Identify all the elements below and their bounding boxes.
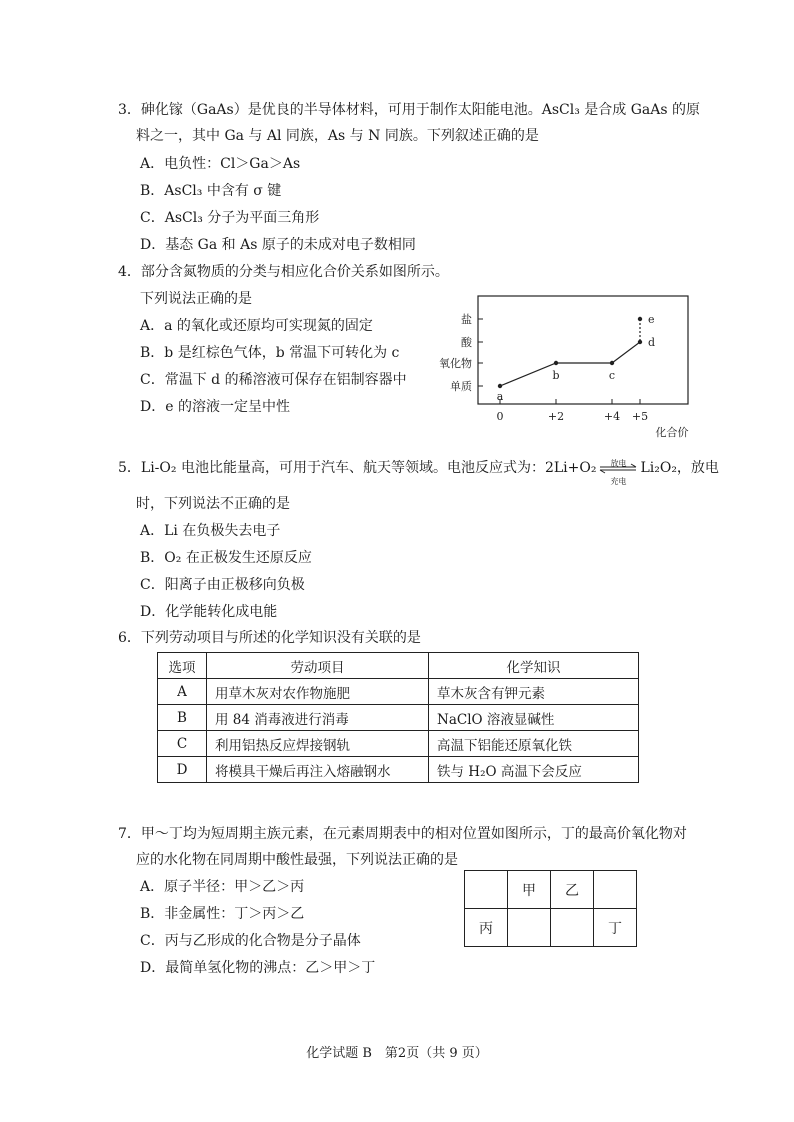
q5-stem-line2: 时，下列说法不正确的是 xyxy=(136,496,290,512)
page-footer: 化学试题 B 第2页（共 9 页） xyxy=(306,1046,488,1061)
q4-stem-line2: 下列说法正确的是 xyxy=(140,291,252,307)
grid-cell xyxy=(594,871,637,909)
nitrogen-valence-chart xyxy=(420,290,710,442)
point-label-d: d xyxy=(648,336,656,349)
header-chem-knowledge: 化学知识 xyxy=(429,653,639,679)
periodic-position-grid xyxy=(464,870,637,947)
y-tick-label: 单质 xyxy=(450,380,472,393)
table-row xyxy=(158,679,639,705)
x-tick-label: +2 xyxy=(547,410,565,423)
q3-option-b: B．AsCl₃ 中含有 σ 键 xyxy=(140,183,282,199)
table-row xyxy=(158,705,639,731)
q5-stem-pre: 5．Li-O₂ 电池比能量高，可用于汽车、航天等领域。电池反应式为：2Li+O₂ xyxy=(118,460,597,476)
grid-cell xyxy=(465,871,508,909)
grid-cell xyxy=(551,909,594,947)
grid-cell: 丁 xyxy=(594,909,637,947)
arrow-bottom-label: 充电 xyxy=(610,477,627,486)
q4-option-b: B．b 是红棕色气体，b 常温下可转化为 c xyxy=(140,345,400,361)
q7-stem-line2: 应的水化物在同周期中酸性最强，下列说法正确的是 xyxy=(136,852,458,868)
q3-option-c: C．AsCl₃ 分子为平面三角形 xyxy=(140,210,320,226)
table-cell: D xyxy=(158,757,207,783)
q5-stem-line1 xyxy=(118,458,719,486)
point-label-e: e xyxy=(648,313,655,326)
arrow-top-label: 放电 xyxy=(610,459,627,468)
grid-cell: 丙 xyxy=(465,909,508,947)
x-tick-label: +4 xyxy=(603,410,621,423)
point-label-c: c xyxy=(608,369,616,382)
table-cell: B xyxy=(158,705,207,731)
data-point-a xyxy=(498,384,502,388)
table-cell: C xyxy=(158,731,207,757)
chart-frame xyxy=(478,296,688,404)
q7-option-d: D．最简单氢化物的沸点：乙＞甲＞丁 xyxy=(140,960,376,976)
table-cell: 铁与 H₂O 高温下会反应 xyxy=(429,757,639,783)
q3-stem-line2: 料之一，其中 Ga 与 Al 同族，As 与 N 同族。下列叙述正确的是 xyxy=(136,128,539,144)
q5-option-b: B．O₂ 在正极发生还原反应 xyxy=(140,550,312,566)
q4-option-c: C．常温下 d 的稀溶液可保存在铝制容器中 xyxy=(140,372,407,388)
q4-option-d: D．e 的溶液一定呈中性 xyxy=(140,399,290,415)
q7-stem-line1: 7．甲～丁均为短周期主族元素，在元素周期表中的相对位置如图所示，丁的最高价氧化物对 xyxy=(118,826,687,842)
table-cell: 用 84 消毒液进行消毒 xyxy=(207,705,429,731)
q3-option-d: D．基态 Ga 和 As 原子的未成对电子数相同 xyxy=(140,237,416,253)
reaction-arrow xyxy=(596,458,640,486)
q7-option-a: A．原子半径：甲＞乙＞丙 xyxy=(140,879,305,895)
q5-stem-post: Li₂O₂，放电 xyxy=(640,460,719,476)
labor-knowledge-table xyxy=(157,652,639,783)
data-point-d xyxy=(638,340,642,344)
table-cell: 将模具干燥后再注入熔融钢水 xyxy=(207,757,429,783)
q7-option-b: B．非金属性：丁＞丙＞乙 xyxy=(140,906,305,922)
data-point-b xyxy=(554,361,558,365)
grid-row xyxy=(465,871,637,909)
q5-option-a: A．Li 在负极失去电子 xyxy=(140,523,281,539)
q3-stem-line1: 3．砷化镓（GaAs）是优良的半导体材料，可用于制作太阳能电池。AsCl₃ 是合成 GaAs 的原 xyxy=(118,102,701,118)
table-header-row xyxy=(158,653,639,679)
data-point-e xyxy=(638,317,642,321)
y-tick-label: 盐 xyxy=(461,313,472,326)
y-tick-label: 酸 xyxy=(461,336,472,349)
grid-cell xyxy=(508,909,551,947)
q5-option-c: C．阳离子由正极移向负极 xyxy=(140,577,305,593)
table-row xyxy=(158,731,639,757)
grid-cell: 乙 xyxy=(551,871,594,909)
data-point-c xyxy=(610,361,614,365)
x-tick-label: 0 xyxy=(496,410,504,423)
q4-stem-line1: 4．部分含氮物质的分类与相应化合价关系如图所示。 xyxy=(118,264,449,280)
y-tick-label: 氧化物 xyxy=(439,357,472,370)
q4-option-a: A．a 的氧化或还原均可实现氮的固定 xyxy=(140,318,373,334)
header-option: 选项 xyxy=(158,653,207,679)
q7-option-c: C．丙与乙形成的化合物是分子晶体 xyxy=(140,933,361,949)
q5-option-d: D．化学能转化成电能 xyxy=(140,604,278,620)
x-tick-label: +5 xyxy=(631,410,649,423)
table-cell: 草木灰含有钾元素 xyxy=(429,679,639,705)
table-row xyxy=(158,757,639,783)
table-cell: 高温下铝能还原氧化铁 xyxy=(429,731,639,757)
table-cell: NaClO 溶液显碱性 xyxy=(429,705,639,731)
point-label-a: a xyxy=(496,390,504,403)
q3-option-a: A．电负性：Cl＞Ga＞As xyxy=(140,156,301,172)
point-label-b: b xyxy=(552,369,560,382)
table-cell: 利用铝热反应焊接钢轨 xyxy=(207,731,429,757)
grid-cell: 甲 xyxy=(508,871,551,909)
series-line xyxy=(500,342,640,386)
table-cell: A xyxy=(158,679,207,705)
chart-xlabel: 化合价 xyxy=(655,426,689,439)
q6-stem: 6．下列劳动项目与所述的化学知识没有关联的是 xyxy=(118,630,421,646)
table-cell: 用草木灰对农作物施肥 xyxy=(207,679,429,705)
header-labor-project: 劳动项目 xyxy=(207,653,429,679)
grid-row xyxy=(465,909,637,947)
